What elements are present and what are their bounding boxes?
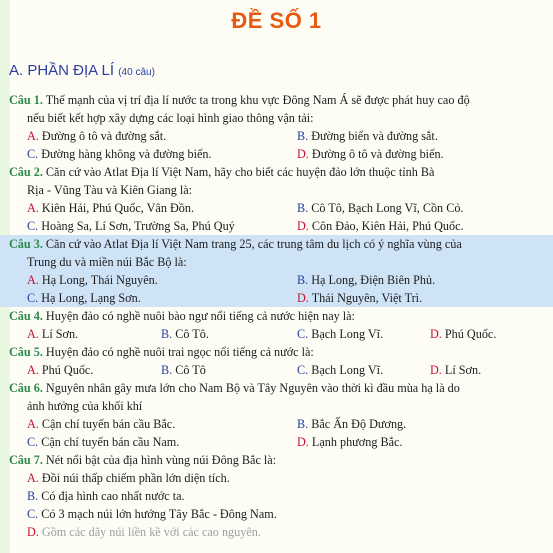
option-a[interactable]: A. Phú Quốc. (27, 363, 94, 377)
question-7 (9, 451, 549, 469)
page-title: ĐỀ SỐ 1 (231, 8, 322, 33)
options-row (9, 199, 549, 217)
option-c[interactable]: C. Bạch Long Vĩ. (297, 363, 384, 377)
question-text-cont: nếu biết kết hợp xây dựng các loại hình giao thông vận tải: (27, 111, 314, 125)
option-b[interactable]: B. Cô Tô (161, 363, 206, 377)
question-number: Câu 7. (9, 453, 43, 467)
section-label: A. PHẦN ĐỊA LÍ (9, 62, 115, 79)
question-3-highlight (0, 235, 553, 307)
question-text-cont: Rịa - Vũng Tàu và Kiên Giang là: (27, 183, 193, 197)
option-c[interactable]: C. Hạ Long, Lạng Sơn. (27, 291, 141, 305)
option-d[interactable]: D. Lạnh phương Bắc. (297, 435, 403, 449)
option-b[interactable]: B. Cô Tô, Bạch Long Vĩ, Cồn Cỏ. (297, 201, 464, 215)
option-b[interactable]: B. Hạ Long, Điện Biên Phủ. (297, 273, 436, 287)
option-d[interactable]: D. Côn Đảo, Kiên Hải, Phú Quốc. (297, 219, 464, 233)
option-a[interactable]: A. Kiên Hải, Phú Quốc, Vân Đồn. (27, 201, 195, 215)
option-d[interactable]: D. Lí Sơn. (430, 363, 482, 377)
question-text: Huyện đảo có nghề nuôi bào ngư nổi tiếng cả nước hiện nay là: (45, 309, 355, 323)
question-number: Câu 5. (9, 345, 43, 359)
option-d[interactable]: D. Gồm các dãy núi liền kề với các cao nguyên. (27, 525, 261, 539)
option-b[interactable]: B. Có địa hình cao nhất nước ta. (27, 489, 185, 503)
option-b[interactable]: B. Bắc Ấn Độ Dương. (297, 417, 407, 431)
question-3 (9, 235, 553, 271)
option-a[interactable]: A. Đồi núi thấp chiếm phần lớn diện tích. (27, 471, 230, 485)
option-c[interactable]: C. Cận chí tuyến bán cầu Nam. (27, 435, 180, 449)
question-text: Nét nổi bật của địa hình vùng núi Đông Bắc là: (45, 453, 277, 467)
option-b[interactable]: B. Cô Tô. (161, 327, 209, 341)
section-count: (40 câu) (118, 67, 155, 78)
question-text-cont: ảnh hưởng của khối khí (27, 399, 143, 413)
question-number: Câu 4. (9, 309, 43, 323)
option-d[interactable]: D. Đường ô tô và đường biển. (297, 147, 444, 161)
options-row (9, 289, 553, 307)
question-list (9, 91, 549, 541)
options-row (9, 271, 553, 289)
options-row (9, 361, 549, 379)
option-b[interactable]: B. Đường biển và đường sắt. (297, 129, 438, 143)
option-c[interactable]: C. Có 3 mạch núi lớn hướng Tây Bắc - Đông Nam. (27, 507, 277, 521)
question-text-cont: Trung du và miền núi Bắc Bộ là: (27, 255, 187, 269)
question-number: Câu 6. (9, 381, 43, 395)
option-d[interactable]: D. Thái Nguyên, Việt Trì. (297, 291, 423, 305)
option-c[interactable]: C. Đường hàng không và đường biển. (27, 147, 212, 161)
question-6 (9, 379, 549, 415)
question-1 (9, 91, 549, 127)
options-row (9, 145, 549, 163)
question-text: Căn cứ vào Atlat Địa lí Việt Nam, hãy cho biết các huyện đảo lớn thuộc tỉnh Bà (45, 165, 435, 179)
options-row (9, 325, 549, 343)
question-5 (9, 343, 549, 361)
option-a[interactable]: A. Cận chí tuyến bán cầu Bắc. (27, 417, 176, 431)
option-c[interactable]: C. Hoàng Sa, Lí Sơn, Trường Sa, Phú Quý (27, 219, 235, 233)
options-row (9, 415, 549, 433)
options-row (9, 433, 549, 451)
question-text: Nguyên nhân gây mưa lớn cho Nam Bộ và Tây Nguyên vào thời kì đầu mùa hạ là do (45, 381, 460, 395)
question-4 (9, 307, 549, 325)
section-heading (9, 62, 155, 79)
option-a[interactable]: A. Hạ Long, Thái Nguyên. (27, 273, 158, 287)
question-text: Thế mạnh của vị trí địa lí nước ta trong khu vực Đông Nam Á sẽ được phát huy cao độ (45, 93, 470, 107)
question-text: Căn cứ vào Atlat Địa lí Việt Nam trang 25, các trung tâm du lịch có ý nghĩa vùng của (45, 237, 462, 251)
option-a[interactable]: A. Lí Sơn. (27, 327, 79, 341)
options-row (9, 127, 549, 145)
question-2 (9, 163, 549, 199)
question-text: Huyện đảo có nghề nuôi trai ngọc nổi tiếng cả nước là: (45, 345, 314, 359)
option-c[interactable]: C. Bạch Long Vĩ. (297, 327, 384, 341)
option-d[interactable]: D. Phú Quốc. (430, 327, 497, 341)
question-number: Câu 3. (9, 237, 43, 251)
options-row (9, 217, 549, 235)
question-number: Câu 2. (9, 165, 43, 179)
option-a[interactable]: A. Đường ô tô và đường sắt. (27, 129, 167, 143)
question-number: Câu 1. (9, 93, 43, 107)
